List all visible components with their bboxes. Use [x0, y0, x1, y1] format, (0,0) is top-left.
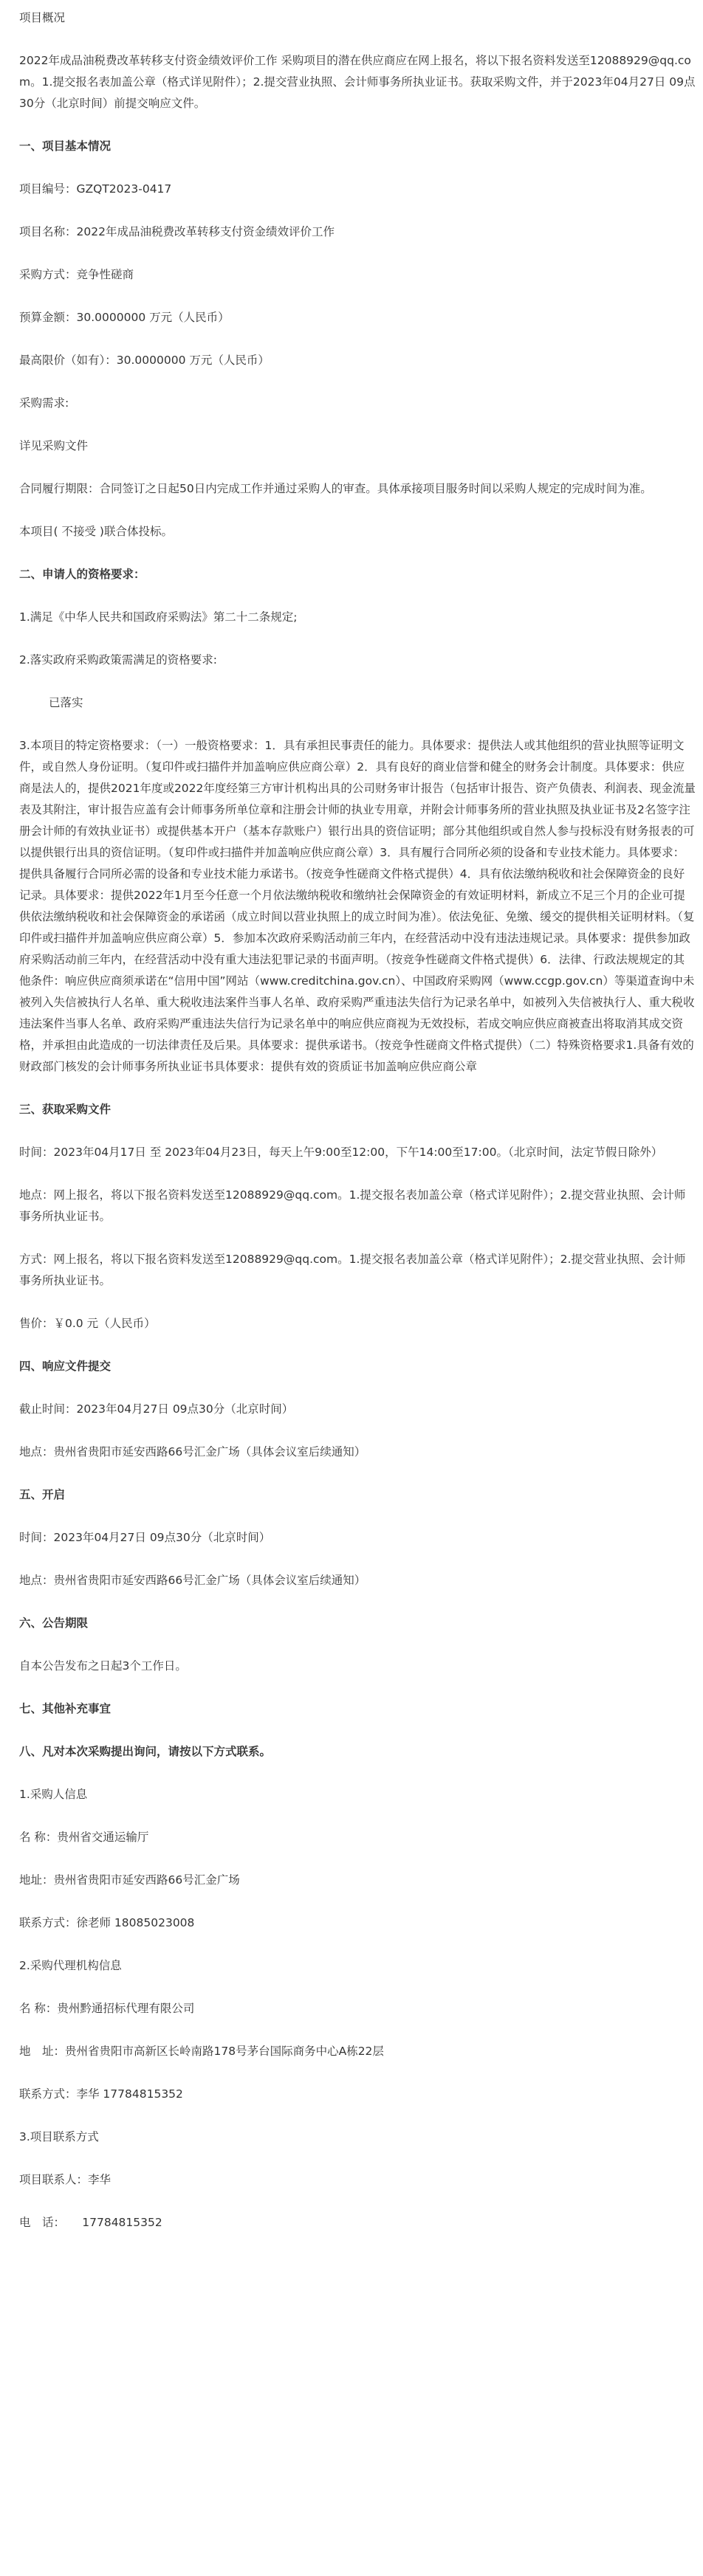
project-contact-title: 3.项目联系方式	[19, 2130, 99, 2143]
max-price: 最高限价（如有）：30.0000000 万元（人民币）	[19, 354, 270, 367]
project-name: 项目名称：2022年成品油税费改革转移支付资金绩效评价工作	[19, 225, 335, 238]
section-heading-obtain-documents: 三、获取采购文件	[19, 1103, 112, 1116]
section-heading-qualifications: 二、申请人的资格要求：	[19, 568, 145, 581]
overview-text: 2022年成品油税费改革转移支付资金绩效评价工作 采购项目的潜在供应商应在网上报名，将以下报名资料发送至12088929@qq.com。1.提交报名表加盖公章（格式详见附件）；2.提交营业执照、会计师事务所执业证书。获取采购文件，并于2023年04月27日 09点30分（北京时间）前提交响应文件。	[19, 54, 696, 110]
opening-place: 地点：贵州省贵阳市延安西路66号汇金广场（具体会议室后续通知）	[19, 1574, 366, 1587]
submission-place: 地点：贵州省贵阳市延安西路66号汇金广场（具体会议室后续通知）	[19, 1445, 366, 1459]
section-heading-submission: 四、响应文件提交	[19, 1360, 112, 1373]
qualification-item-2-value: 已落实	[49, 696, 83, 709]
budget-amount: 预算金额：30.0000000 万元（人民币）	[19, 311, 230, 324]
section-heading-other-matters: 七、其他补充事宜	[19, 1702, 112, 1715]
obtain-way: 方式：网上报名，将以下报名资料发送至12088929@qq.com。1.提交报名表加盖公章（格式详见附件）；2.提交营业执照、会计师事务所执业证书。	[19, 1253, 686, 1287]
purchaser-name: 名 称：贵州省交通运输厅	[19, 1831, 149, 1844]
procurement-method: 采购方式：竞争性磋商	[19, 268, 134, 281]
qualification-item-1: 1.满足《中华人民共和国政府采购法》第二十二条规定;	[19, 610, 298, 624]
agency-address: 地 址：贵州省贵阳市高新区长岭南路178号茅台国际商务中心A栋22层	[19, 2045, 384, 2058]
opening-time: 时间：2023年04月27日 09点30分（北京时间）	[19, 1531, 271, 1544]
obtain-place: 地点：网上报名，将以下报名资料发送至12088929@qq.com。1.提交报名表加盖公章（格式详见附件）；2.提交营业执照、会计师事务所执业证书。	[19, 1188, 686, 1223]
project-contact-phone: 电 话： 17784815352	[19, 2216, 162, 2229]
qualification-item-3: 3.本项目的特定资格要求：（一）一般资格要求：1．具有承担民事责任的能力。具体要求：提供法人或其他组织的营业执照等证明文件，或自然人身份证明。（复印件或扫描件并加盖响应供应商公章）2．具有良好的商业信誉和健全的财务会计制度。具体要求：供应商是法人的，提供2021年度或2022年度经第三方审计机构出具的公司财务审计报告（包括审计报告、资产负债表、利润表、现金流量表及其附注，审计报告应盖有会计师事务所单位章和注册会计师的执业专用章，并附会计师事务所的营业执照及执业证书及2名签字注册会计师的有效执业证书）或提供基本开户（基本存款账户）银行出具的资信证明；部分其他组织或自然人参与投标没有财务报表的可以提供银行出具的资信证明。（复印件或扫描件并加盖响应供应商公章）3．具有履行合同所必须的设备和专业技术能力。具体要求：提供具备履行合同所必需的设备和专业技术能力承诺书。（按竞争性磋商文件格式提供）4．具有依法缴纳税收和社会保障资金的良好记录。具体要求：提供2022年1月至今任意一个月依法缴纳税收和缴纳社会保障资金的有效证明材料，新成立不足三个月的企业可提供依法缴纳税收和社会保障资金的承诺函（成立时间以营业执照上的成立时间为准）。依法免征、免缴、缓交的提供相关证明材料。（复印件或扫描件并加盖响应供应商公章）5．参加本次政府采购活动前三年内，在经营活动中没有违法违规记录。具体要求：提供参加政府采购活动前三年内，在经营活动中没有重大违法犯罪记录的书面声明。（按竞争性磋商文件格式提供）6．法律、行政法规规定的其他条件：响应供应商须承诺在“信用中国”网站（www.creditchina.gov.cn）、中国政府采购网（www.ccgp.gov.cn）等渠道查询中未被列入失信被执行人名单、重大税收违法案件当事人名单、政府采购严重违法失信行为记录名单中，如被列入失信被执行人、重大税收违法案件当事人名单、政府采购严重违法失信行为记录名单中的响应供应商视为无效投标，若成交响应供应商被查出将取消其成交资格，并承担由此造成的一切法律责任及后果。具体要求：提供承诺书。（按竞争性磋商文件格式提供）（二）特殊资格要求1.具备有效的财政部门核发的会计师事务所执业证书具体要求：提供有效的资质证书加盖响应供应商公章	[19, 739, 696, 1073]
obtain-time: 时间：2023年04月17日 至 2023年04月23日，每天上午9:00至12:00，下午14:00至17:00。（北京时间，法定节假日除外）	[19, 1146, 663, 1159]
project-number: 项目编号：GZQT2023-0417	[19, 182, 172, 196]
agency-info-title: 2.采购代理机构信息	[19, 1959, 122, 1972]
document-price: 售价：￥0.0 元（人民币）	[19, 1317, 156, 1330]
section-heading-basic-info: 一、项目基本情况	[19, 140, 112, 153]
section-heading-notice-period: 六、公告期限	[19, 1616, 89, 1630]
contract-term: 合同履行期限：合同签订之日起50日内完成工作并通过采购人的审查。具体承接项目服务时间以采购人规定的完成时间为准。	[19, 482, 652, 495]
section-heading-contacts: 八、凡对本次采购提出询问，请按以下方式联系。	[19, 1745, 272, 1758]
section-heading-opening: 五、开启	[19, 1488, 66, 1501]
agency-name: 名 称：贵州黔通招标代理有限公司	[19, 2002, 195, 2015]
purchaser-info-title: 1.采购人信息	[19, 1788, 88, 1801]
page-title: 项目概况	[19, 11, 66, 24]
procurement-need-label: 采购需求:	[19, 396, 69, 410]
project-contact-person: 项目联系人：李华	[19, 2173, 112, 2186]
procurement-need-value: 详见采购文件	[19, 439, 89, 452]
qualification-item-2: 2.落实政府采购政策需满足的资格要求:	[19, 653, 218, 667]
agency-contact: 联系方式：李华 17784815352	[19, 2087, 183, 2101]
purchaser-contact: 联系方式：徐老师 18085023008	[19, 1916, 195, 1929]
submission-deadline: 截止时间：2023年04月27日 09点30分（北京时间）	[19, 1402, 294, 1416]
consortium-policy: 本项目( 不接受 )联合体投标。	[19, 525, 173, 538]
purchaser-address: 地址：贵州省贵阳市延安西路66号汇金广场	[19, 1873, 240, 1887]
notice-period-text: 自本公告发布之日起3个工作日。	[19, 1659, 187, 1673]
